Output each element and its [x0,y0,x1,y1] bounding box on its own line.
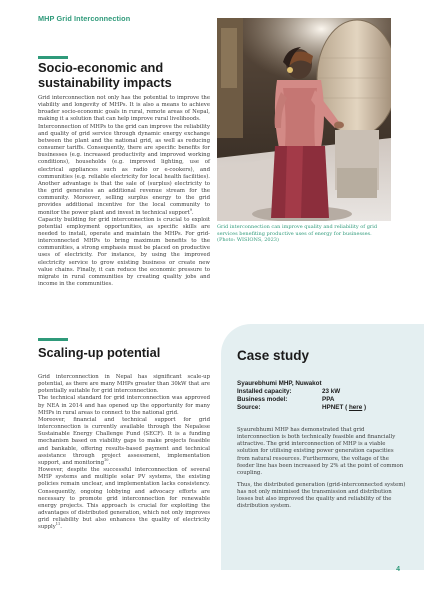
page-number: 4 [396,566,400,573]
paragraph: Interconnection of MHPs to the grid can improve the reliability and quality of grid service through dynamic energy exchange between the plant and the national grid, as well as reducing consumer tariffs. Consequently, there are specific benefits for businesses (e.g. increased productivity and improved working conditions), households (e.g. improved lighting, use of electrical appliances such as radio or e-cookers), and communities (e.g. reliable electricity for local health facilities). Another advantage is that the sale of (surplus) electricity to the grid generates an additional revenue stream for the community. Moreover, selling surplus energy to the grid provides additional incentive for the local community to monitor the power plant and invest in technical support$^9$. [38,123,210,216]
fact-row-business-model [237,396,366,404]
paragraph: Moreover, financial and technical support for grid interconnection is currently available through the Nepalese Sustainable Energy Challenge Fund (SECF). It is a funding mechanism based on viability gaps to make projects feasible and bankable, offering results-based payment and technical assistance through project assessment, implementation support, and monitoring$^{10}$. [38,416,210,466]
footnote-marker: 11 [55,522,61,527]
photo-grain-mill-worker [217,18,391,221]
section-title-socio-economic: Socio-economic and sustainability impacts [38,60,172,90]
paragraph: Capacity building for grid interconnection is crucial to exploit potential employment opportunities, as specific skills are needed to install, operate and maintain the MHPs. For grid-interconnected MHPs to bring maximum benefits to the communities, a strong emphasis must be placed on productive uses of electricity. For instance, by using the improved electricity service to grow existing business or create new value chains. Finally, it can reduce the economic pressure to migrate in rural communities by creating quality jobs and income in the communities. [38,216,210,288]
section-title-scaling-up: Scaling-up potential [38,345,161,360]
fact-label: Installed capacity: [237,388,292,395]
running-header: MHP Grid Interconnection [38,14,131,23]
section-accent-bar [38,338,68,341]
fact-value: 23 kW [322,388,341,395]
paragraph: Grid interconnection not only has the potential to improve the viability and longevity of MHPs. It is also a means to achieve broader socio-economic goals in rural, remote areas of Nepal, making it a solution that can help improve rural livelihoods. [38,95,210,123]
footnote-marker: 9 [189,207,192,212]
photo-caption: Grid interconnection can improve quality and reliability of grid services benefiting productive uses of energy for businesses. (Photo: WISIONS, 2023) [217,224,378,244]
section-body-scaling-up [38,374,210,531]
fact-row-source [237,404,366,412]
photo-illustration [217,18,391,221]
section-accent-bar [38,56,68,59]
fact-value: PPA [322,396,335,403]
case-study-panel [221,324,424,570]
paragraph: The technical standard for grid interconnection was approved by NEA in 2014 and has opened up the opportunity for many MHPs in rural areas to connect to the national grid. [38,395,210,416]
source-link[interactable]: here [348,404,363,411]
case-study-paragraph: Syaurebhumi MHP has demonstrated that grid interconnection is both technically feasible and financially attractive. The grid interconnection of MHP is a viable solution for utilising existing power generation capacities from natural resources. Furthermore, the voltage of the feeder line has been increased by 2% at the point of common coupling. [237,427,404,476]
fact-label: Business model: [237,396,288,403]
paragraph: However, despite the successful interconnection of several MHP systems and multiple solar PV systems, the existing policies remain unclear, and implementation lacks consistency. Consequently, ongoing lobbying and advocacy efforts are necessary to promote grid interconnection for renewable energy projects. This approach is crucial for exploiting the advantages of distributed generation, which not only improves grid reliability but also enhances the quality of electricity supply$^{11}$. [38,467,210,531]
footnote-marker: 10 [104,458,109,463]
fact-value: HPNET ( [322,404,348,411]
section-body-socio-economic [38,95,210,288]
paragraph: Grid interconnection in Nepal has significant scale-up potential, as there are many MHPs greater than 30kW that are potentially suitable for grid interconnection. [38,374,210,395]
case-study-paragraph: Thus, the distributed generation (grid-interconnected system) has not only minimised the transmission and distribution losses but also improved the quality and reliability of the distribution system. [237,482,406,510]
fact-label: Source: [237,404,261,411]
case-study-facts [237,380,366,412]
fact-row-capacity [237,388,366,396]
case-study-name: Syaurebhumi MHP, Nuwakot [237,380,322,387]
case-study-title: Case study [237,348,310,363]
fact-value-close: ) [364,404,367,411]
